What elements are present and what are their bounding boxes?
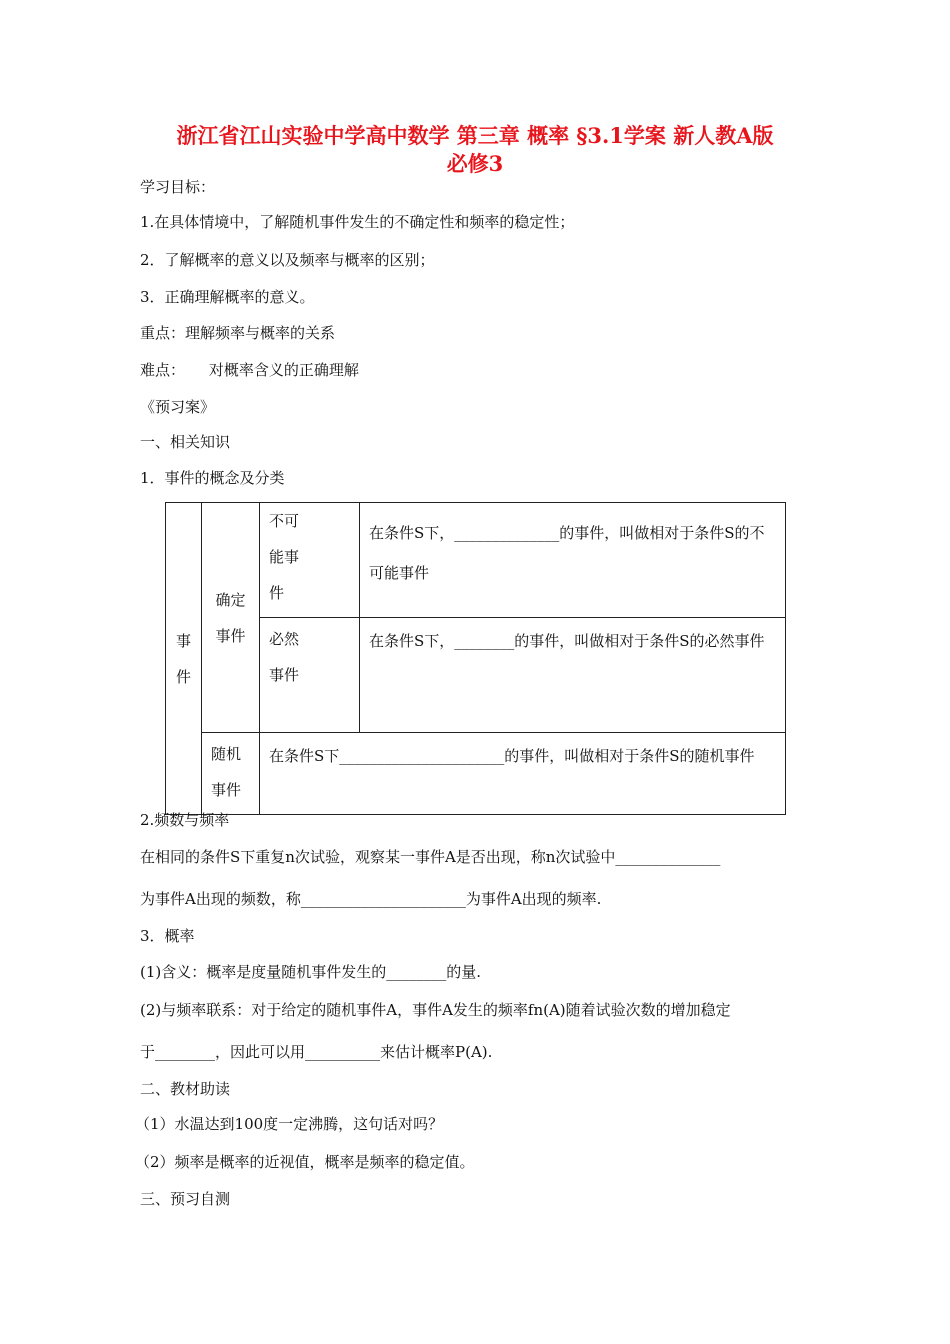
title-line-1: 浙江省江山实验中学高中数学 第三章 概率 §3.1学案 新人教A版 xyxy=(176,123,774,148)
certain-label-a: 确定 xyxy=(215,590,246,609)
section-1-heading: 一、相关知识 xyxy=(140,433,231,451)
objective-2: 2．了解概率的意义以及频率与概率的区别； xyxy=(140,251,435,269)
table-cell-event xyxy=(166,503,202,815)
table-cell-random xyxy=(202,733,260,815)
inevitable-label-a: 必然 xyxy=(269,630,300,648)
difficulty: 难点： 对概率含义的正确理解 xyxy=(140,361,359,379)
event-label-a: 事 xyxy=(175,631,191,650)
impossible-definition: 在条件S下，______________的事件，叫做相对于条件S的不可能事件 xyxy=(369,524,765,582)
section-2-question-1: （1）水温达到100度一定沸腾，这句话对吗？ xyxy=(135,1115,444,1133)
table-cell-inevitable-definition xyxy=(360,618,786,733)
preview-heading: 《预习案》 xyxy=(140,398,216,416)
freq-line-1: 在相同的条件S下重复n次试验，观察某一事件A是否出现，称n次试验中______________ xyxy=(140,848,721,866)
section-3-heading: 三、预习自测 xyxy=(140,1190,231,1208)
impossible-label-a: 不可 xyxy=(269,512,300,530)
random-definition: 在条件S下______________________的事件，叫做相对于条件S的随机事件 xyxy=(269,747,755,765)
table-cell-impossible xyxy=(260,503,360,618)
section-2-heading: 二、教材助读 xyxy=(140,1080,231,1098)
section-1-sub-1: 1．事件的概念及分类 xyxy=(140,469,285,487)
event-classification-table xyxy=(165,502,786,815)
prob-line-2: (2)与频率联系：对于给定的随机事件A，事件A发生的频率fn(A)随着试验次数的增加稳定 xyxy=(140,1001,731,1019)
title-line-2: 必修3 xyxy=(446,151,504,176)
prob-line-1: (1)含义：概率是度量随机事件发生的________的量. xyxy=(140,963,482,981)
inevitable-label-b: 事件 xyxy=(269,666,300,684)
inevitable-definition: 在条件S下，________的事件，叫做相对于条件S的必然事件 xyxy=(369,632,765,650)
section-2-question-2: （2）频率是概率的近视值，概率是频率的稳定值。 xyxy=(135,1153,475,1171)
certain-label-b: 事件 xyxy=(215,626,246,645)
table-cell-inevitable xyxy=(260,618,360,733)
prob-line-3: 于________，因此可以用__________来估计概率P(A). xyxy=(140,1043,493,1061)
key-point: 重点：理解频率与概率的关系 xyxy=(140,324,336,342)
table-cell-impossible-definition xyxy=(360,503,786,618)
freq-line-2: 为事件A出现的频数，称______________________为事件A出现的频率. xyxy=(140,890,602,908)
impossible-label-c: 件 xyxy=(269,584,285,602)
random-label-b: 事件 xyxy=(211,781,242,799)
random-label-a: 随机 xyxy=(211,745,242,763)
prob-heading: 3．概率 xyxy=(140,927,195,945)
objective-1: 1.在具体情境中，了解随机事件发生的不确定性和频率的稳定性； xyxy=(140,213,575,231)
table-cell-certain xyxy=(202,503,260,733)
freq-heading: 2.频数与频率 xyxy=(140,811,230,829)
table-cell-random-definition xyxy=(260,733,786,815)
impossible-label-b: 能事 xyxy=(269,548,300,566)
objectives-heading: 学习目标： xyxy=(140,178,216,196)
event-label-b: 件 xyxy=(175,667,191,686)
document-title xyxy=(120,122,830,178)
objective-3: 3．正确理解概率的意义。 xyxy=(140,288,315,306)
